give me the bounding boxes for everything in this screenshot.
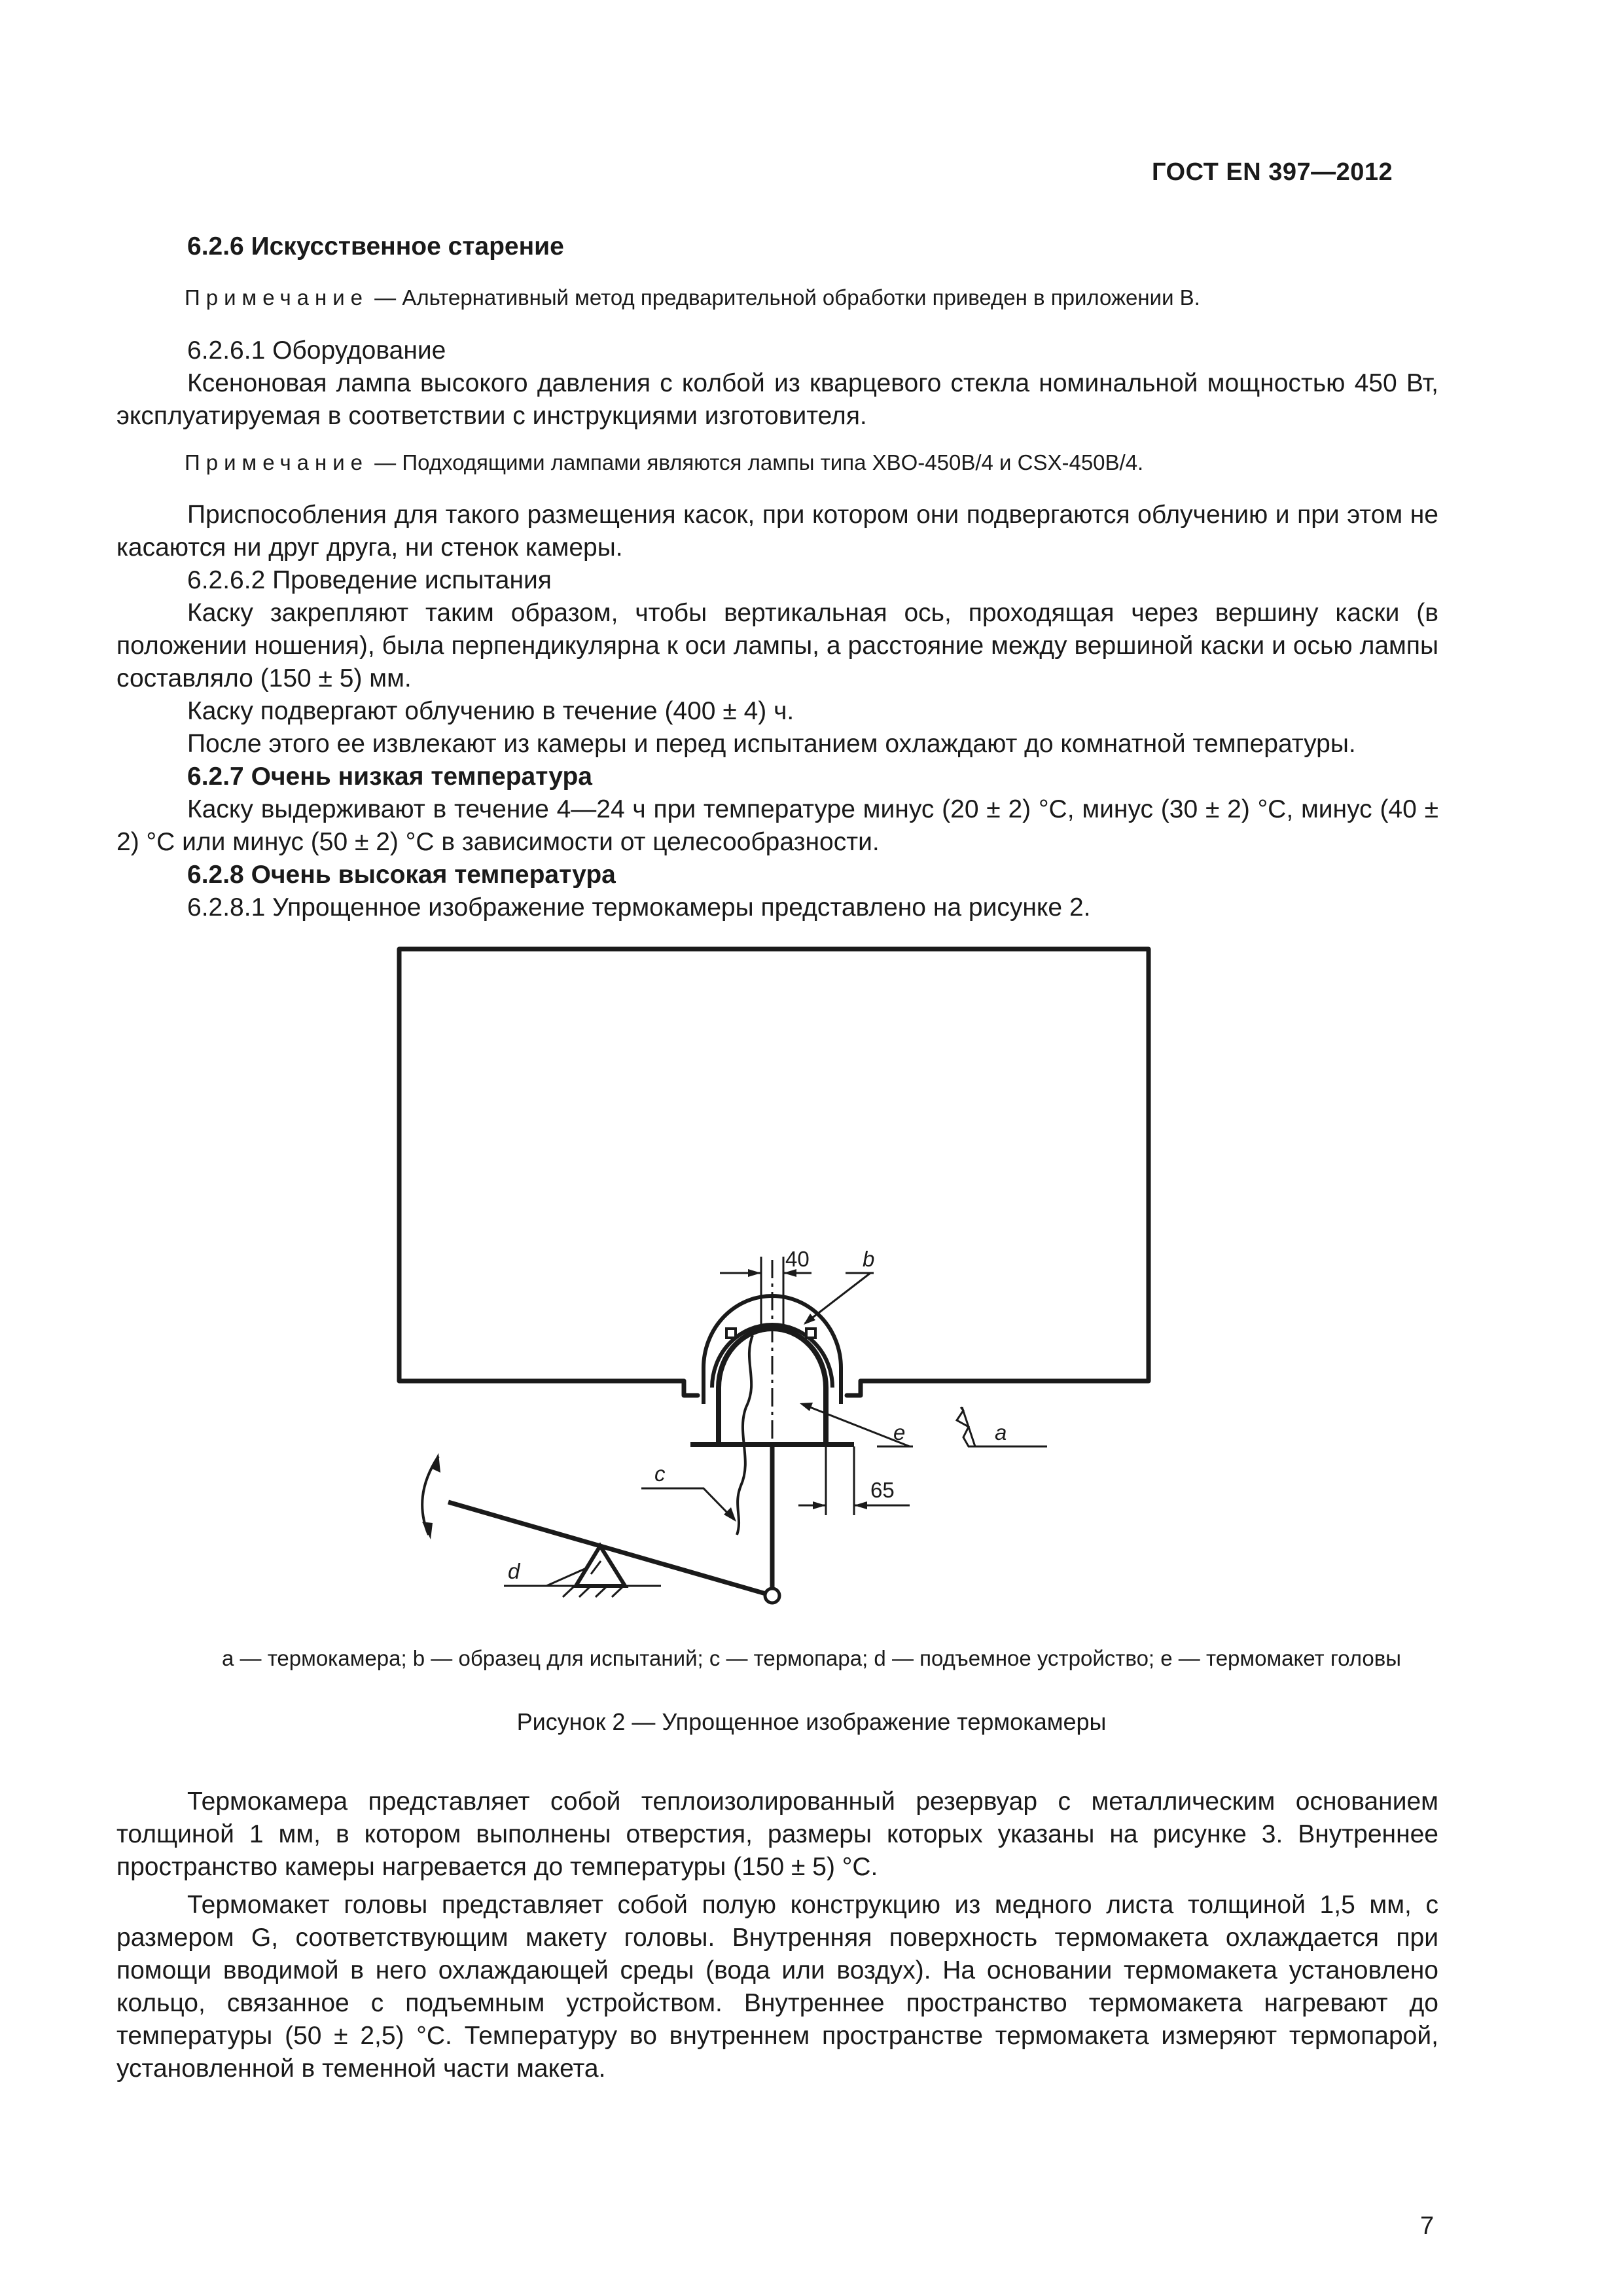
body-paragraph-1: Термокамера представляет собой теплоизолированный резервуар с металлическим основанием толщиной 1 мм, в котором выполнены отверстия, размеры которых указаны на рисунке 3. Внутреннее пространство камеры нагревается до температуры (150 ± 5) °С. [116, 1787, 1438, 1881]
chamber-outline [399, 949, 1149, 1381]
fixtures-paragraph: Приспособления для такого размещения касок, при котором они подвергаются облучению и при этом не касаются ни друг друга, ни стенок камеры. [116, 501, 1438, 562]
section-6-2-6-2-text-3: После этого ее извлекают из камеры и перед испытанием охлаждают до комнатной температуры. [187, 730, 1356, 758]
note-lead: Примечание [185, 285, 369, 310]
section-6-2-8-1-text: 6.2.8.1 Упрощенное изображение термокамеры представлено на рисунке 2. [187, 893, 1091, 922]
section-6-2-6-title: 6.2.6 Искусственное старение [187, 232, 564, 260]
section-6-2-6-1-title: 6.2.6.1 Оборудование [187, 336, 446, 365]
label-c: c [654, 1462, 666, 1486]
section-6-2-7-title: 6.2.7 Очень низкая температура [187, 762, 592, 791]
thermocouple-wire [737, 1335, 753, 1535]
label-d: d [508, 1559, 520, 1583]
note-text: — Подходящими лампами являются лампы типа XBO-450B/4 и CSX-450B/4. [368, 450, 1144, 475]
section-6-2-6-1-text: Ксеноновая лампа высокого давления с колбой из кварцевого стекла номинальной мощностью 450 Вт, эксплуатируемая в соответствии с инструкциями изготовителя. [116, 369, 1438, 430]
label-e: e [893, 1420, 906, 1444]
lever-pivot [765, 1588, 779, 1603]
document-code: ГОСТ EN 397—2012 [1152, 158, 1393, 186]
page-number: 7 [1420, 2212, 1435, 2240]
section-6-2-8-title: 6.2.8 Очень высокая температура [187, 861, 616, 889]
dimension-65: 65 [870, 1478, 895, 1502]
dimension-40: 40 [785, 1247, 810, 1271]
label-a: a [995, 1420, 1007, 1444]
label-b: b [863, 1247, 875, 1271]
figure-caption: Рисунок 2 — Упрощенное изображение термокамеры [516, 1708, 1107, 1735]
helmet-clip-right [806, 1329, 815, 1338]
section-6-2-6-2-title: 6.2.6.2 Проведение испытания [187, 566, 552, 594]
section-6-2-7-text: Каску выдерживают в течение 4—24 ч при температуре минус (20 ± 2) °С, минус (30 ± 2) °С, минус (40 ± 2) °С или минус (50 ± 2) °С в зависимости от целесообразности. [116, 795, 1438, 856]
figure-legend: a — термокамера; b — образец для испытаний; c — термопара; d — подъемное устройство; e — термомакет головы [222, 1646, 1401, 1670]
helmet-clip-left [726, 1329, 736, 1338]
note-lead: Примечание [185, 450, 369, 475]
note-text: — Альтернативный метод предварительной обработки приведен в приложении B. [368, 285, 1200, 310]
body-paragraph-2: Термомакет головы представляет собой полую конструкцию из медного листа толщиной 1,5 мм, с размером G, соответствующим макету головы. Внутренняя поверхность термомакета охлаждается при помощи вводимой в него охлаждающей среды (вода или воздух). На основании термомакета установлено кольцо, связанное с подъемным устройством. Внутреннее пространство термомакета нагревают до температуры (50 ± 2,5) °С. Температуру во внутреннем пространстве термомакета измеряют термопарой, установленной в теменной части макета. [116, 1891, 1438, 2083]
section-6-2-6-2-text-2: Каску подвергают облучению в течение (400 ± 4) ч. [187, 697, 794, 725]
section-6-2-6-2-text-1: Каску закрепляют таким образом, чтобы вертикальная ось, проходящая через вершину каски (в положении ношения), была перпендикулярна к оси лампы, а расстояние между вершиной каски и осью лампы составляло (150 ± 5) мм. [116, 599, 1438, 692]
